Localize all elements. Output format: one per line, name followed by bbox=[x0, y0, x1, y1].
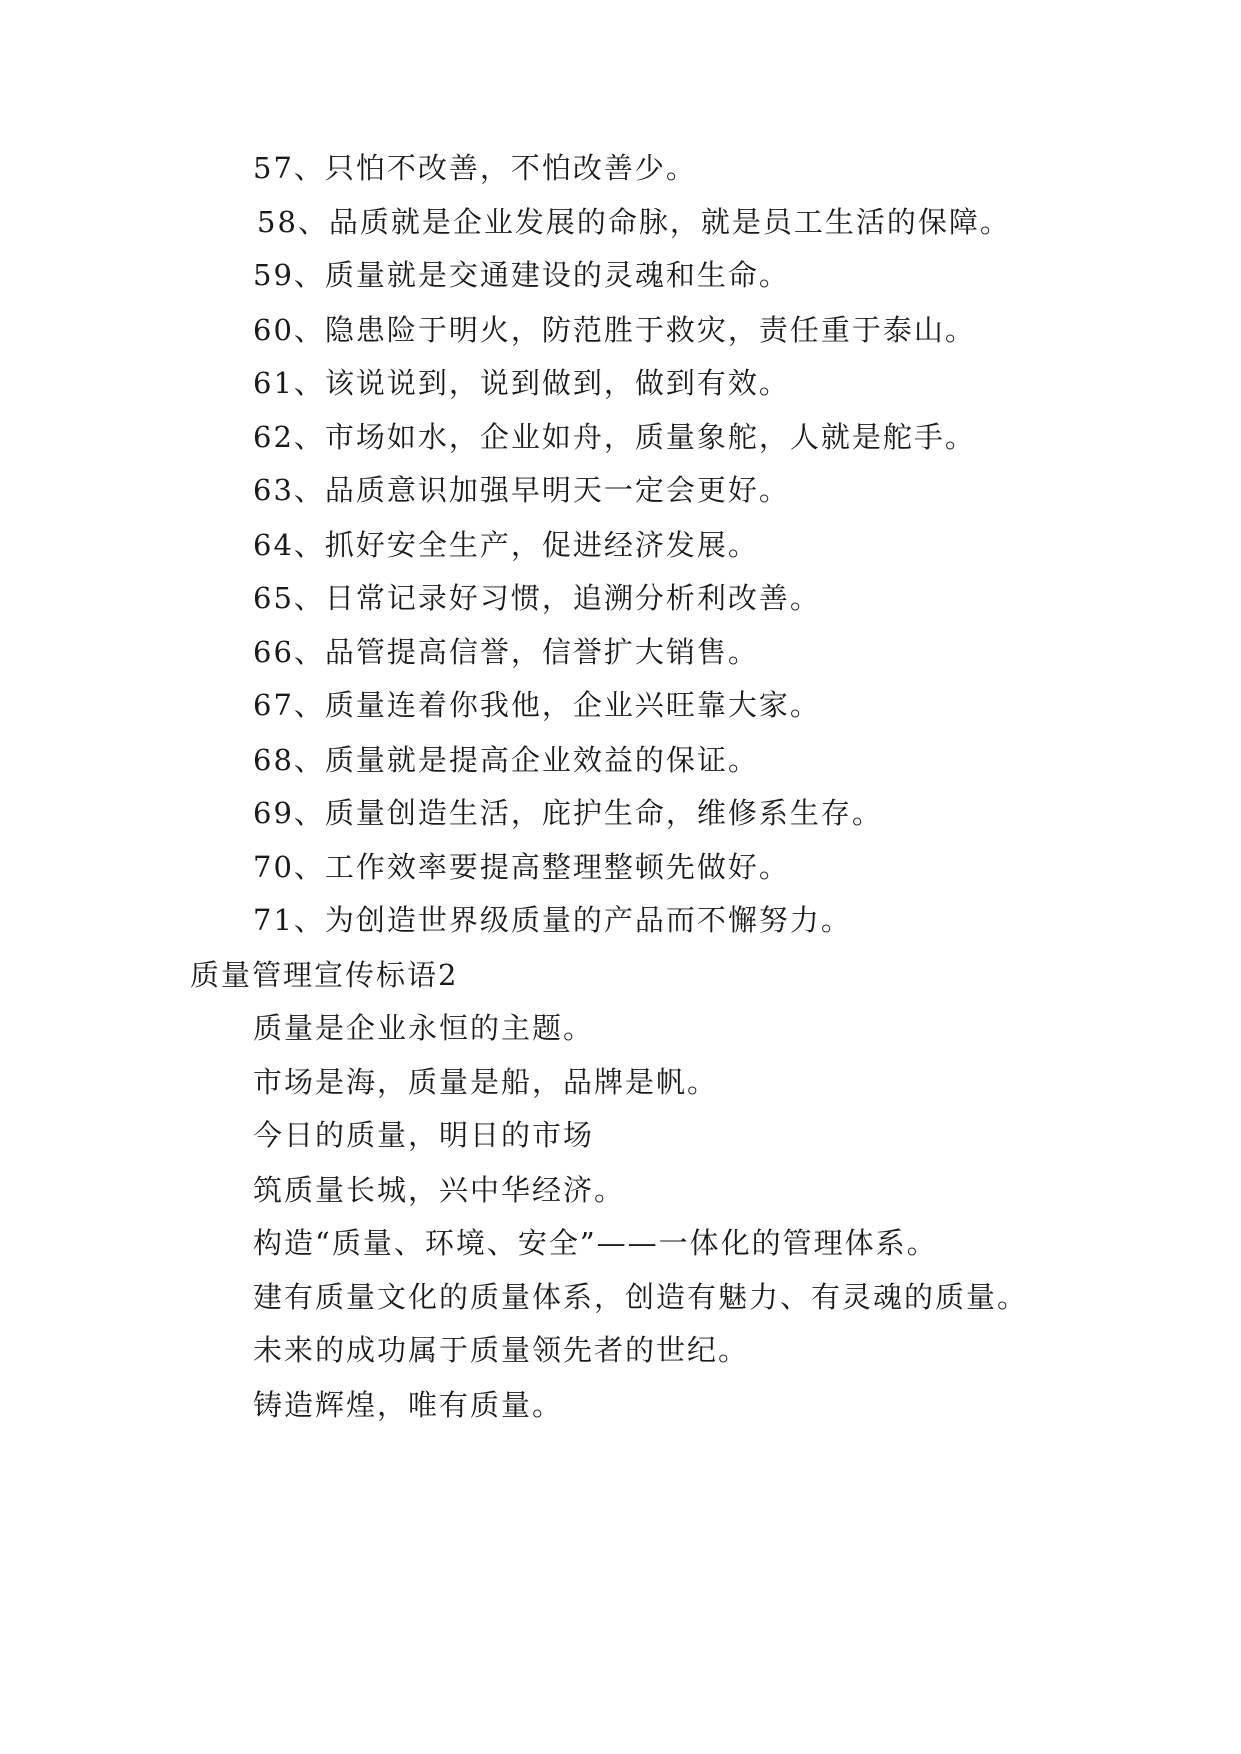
slogan-item: 未来的成功属于质量领先者的世纪。 bbox=[253, 1333, 750, 1367]
slogan-item: 筑质量长城，兴中华经济。 bbox=[253, 1173, 626, 1207]
slogan-item: 铸造辉煌，唯有质量。 bbox=[253, 1388, 564, 1422]
list-item: 71、为创造世界级质量的产品而不懈努力。 bbox=[253, 903, 852, 937]
list-item: 64、抓好安全生产，促进经济发展。 bbox=[253, 528, 759, 562]
slogan-item: 市场是海，质量是船，品牌是帆。 bbox=[253, 1065, 719, 1099]
list-item: 63、品质意识加强早明天一定会更好。 bbox=[253, 473, 790, 507]
list-item: 58、品质就是企业发展的命脉，就是员工生活的保障。 bbox=[257, 205, 1011, 239]
list-item: 60、隐患险于明火，防范胜于救灾，责任重于泰山。 bbox=[253, 313, 976, 347]
slogan-item: 质量是企业永恒的主题。 bbox=[253, 1011, 595, 1045]
slogan-item: 构造“质量、环境、安全”——一体化的管理体系。 bbox=[253, 1226, 938, 1260]
list-item: 57、只怕不改善，不怕改善少。 bbox=[253, 151, 697, 185]
list-item: 66、品管提高信誉，信誉扩大销售。 bbox=[253, 635, 759, 669]
list-item: 59、质量就是交通建设的灵魂和生命。 bbox=[253, 258, 790, 292]
list-item: 68、质量就是提高企业效益的保证。 bbox=[253, 743, 759, 777]
list-item: 65、日常记录好习惯，追溯分析利改善。 bbox=[253, 581, 821, 615]
slogan-item: 今日的质量，明日的市场 bbox=[253, 1118, 595, 1152]
list-item: 70、工作效率要提高整理整顿先做好。 bbox=[253, 850, 790, 884]
list-item: 62、市场如水，企业如舟，质量象舵，人就是舵手。 bbox=[253, 420, 976, 454]
list-item: 69、质量创造生活，庇护生命，维修系生存。 bbox=[253, 796, 883, 830]
list-item: 61、该说说到，说到做到，做到有效。 bbox=[253, 366, 790, 400]
slogan-item: 建有质量文化的质量体系，创造有魅力、有灵魂的质量。 bbox=[253, 1280, 1029, 1314]
list-item: 67、质量连着你我他，企业兴旺靠大家。 bbox=[253, 688, 821, 722]
section-heading: 质量管理宣传标语2 bbox=[190, 958, 459, 992]
